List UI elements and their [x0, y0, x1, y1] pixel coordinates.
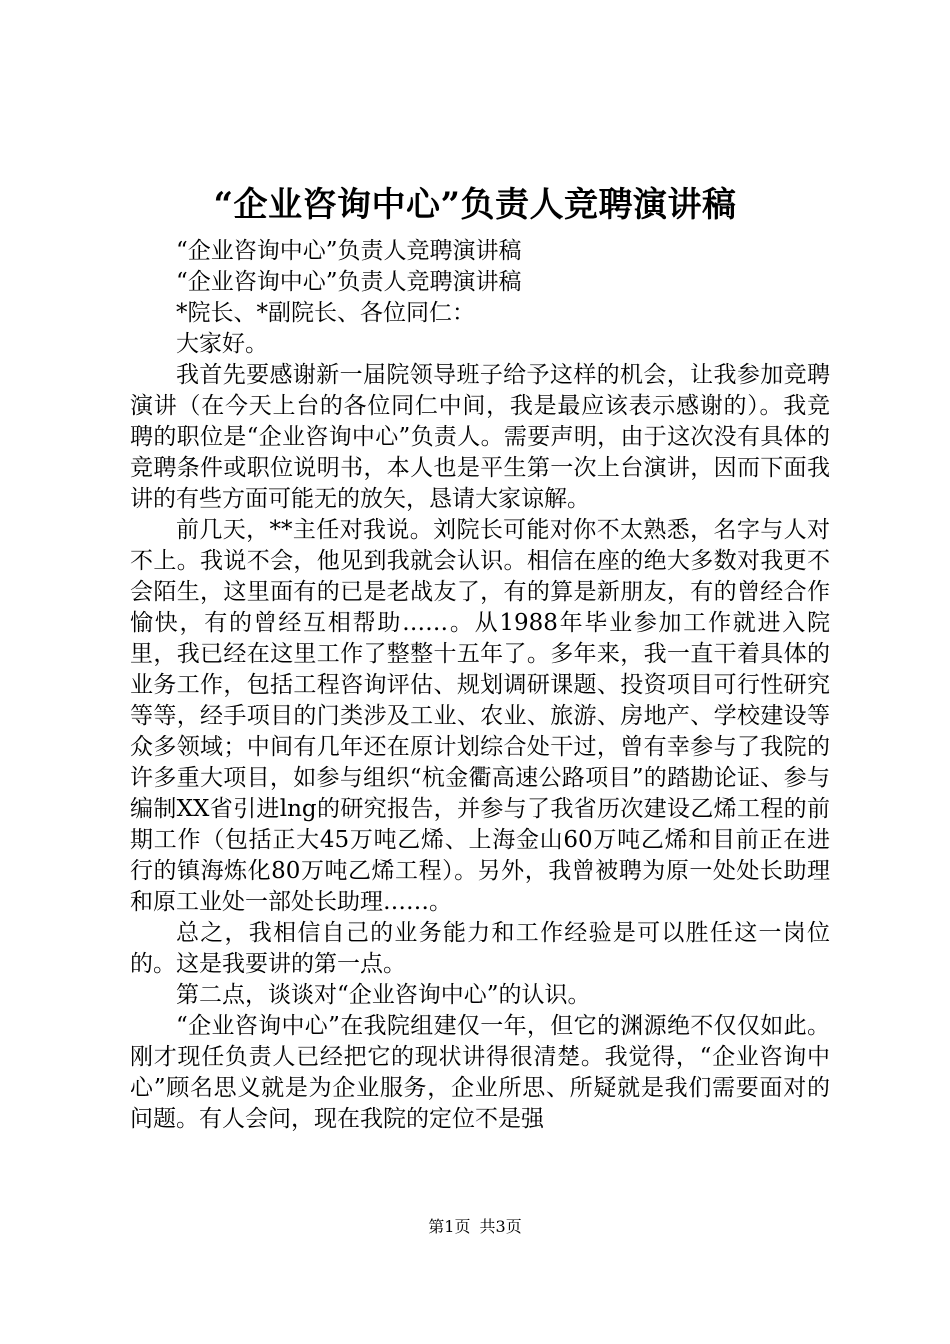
paragraph-greeting: 大家好。: [176, 331, 268, 357]
page-footer: [0, 1216, 950, 1238]
page-total: 共3页: [479, 1217, 522, 1236]
paragraph-thanks: 我首先要感谢新一届院领导班子给予这样的机会，让我参加竞聘演讲（在今天上台的各位同仁中间，我是最应该表示感谢的）。我竞聘的职位是“企业咨询中心”负责人。需要声明，由于这次没有具体的竞聘条件或职位说明书，本人也是平生第一次上台演讲，因而下面我讲的有些方面可能无的放矢，恳请大家谅解。: [130, 362, 830, 512]
page-number: 第1页: [428, 1217, 471, 1236]
paragraph-subtitle-2: “企业咨询中心”负责人竞聘演讲稿: [176, 269, 522, 295]
document-body: [130, 236, 830, 1135]
paragraph-salutation: *院长、*副院长、各位同仁：: [176, 300, 475, 326]
paragraph-experience: 前几天，**主任对我说。刘院长可能对你不太熟悉，名字与人对不上。我说不会，他见到我就会认识。相信在座的绝大多数对我更不会陌生，这里面有的已是老战友了，有的算是新朋友，有的曾经合作愉快，有的曾经互相帮助……。从1988年毕业参加工作就进入院里，我已经在这里工作了整整十五年了。多年来，我一直干着具体的业务工作，包括工程咨询评估、规划调研课题、投资项目可行性研究等等，经手项目的门类涉及工业、农业、旅游、房地产、学校建设等众多领域；中间有几年还在原计划综合处干过，曾有幸参与了我院的许多重大项目，如参与组织“杭金衢高速公路项目”的踏勘论证、参与编制XX省引进lng的研究报告，并参与了我省历次建设乙烯工程的前期工作（包括正大45万吨乙烯、上海金山60万吨乙烯和目前正在进行的镇海炼化80万吨乙烯工程）。另外，我曾被聘为原一处处长助理和原工业处一部处长助理……。: [130, 517, 830, 915]
paragraph-subtitle-1: “企业咨询中心”负责人竞聘演讲稿: [176, 238, 522, 264]
paragraph-conclusion-point-one: 总之，我相信自己的业务能力和工作经验是可以胜任这一岗位的。这是我要讲的第一点。: [130, 920, 830, 977]
document-title: “企业咨询中心”负责人竞聘演讲稿: [213, 185, 737, 225]
paragraph-center-understanding: “企业咨询中心”在我院组建仅一年，但它的渊源绝不仅仅如此。刚才现任负责人已经把它的现状讲得很清楚。我觉得，“企业咨询中心”顾名思义就是为企业服务，企业所思、所疑就是我们需要面对的问题。有人会问，现在我院的定位不是强: [130, 1013, 830, 1132]
paragraph-point-two-heading: 第二点，谈谈对“企业咨询中心”的认识。: [176, 982, 591, 1008]
